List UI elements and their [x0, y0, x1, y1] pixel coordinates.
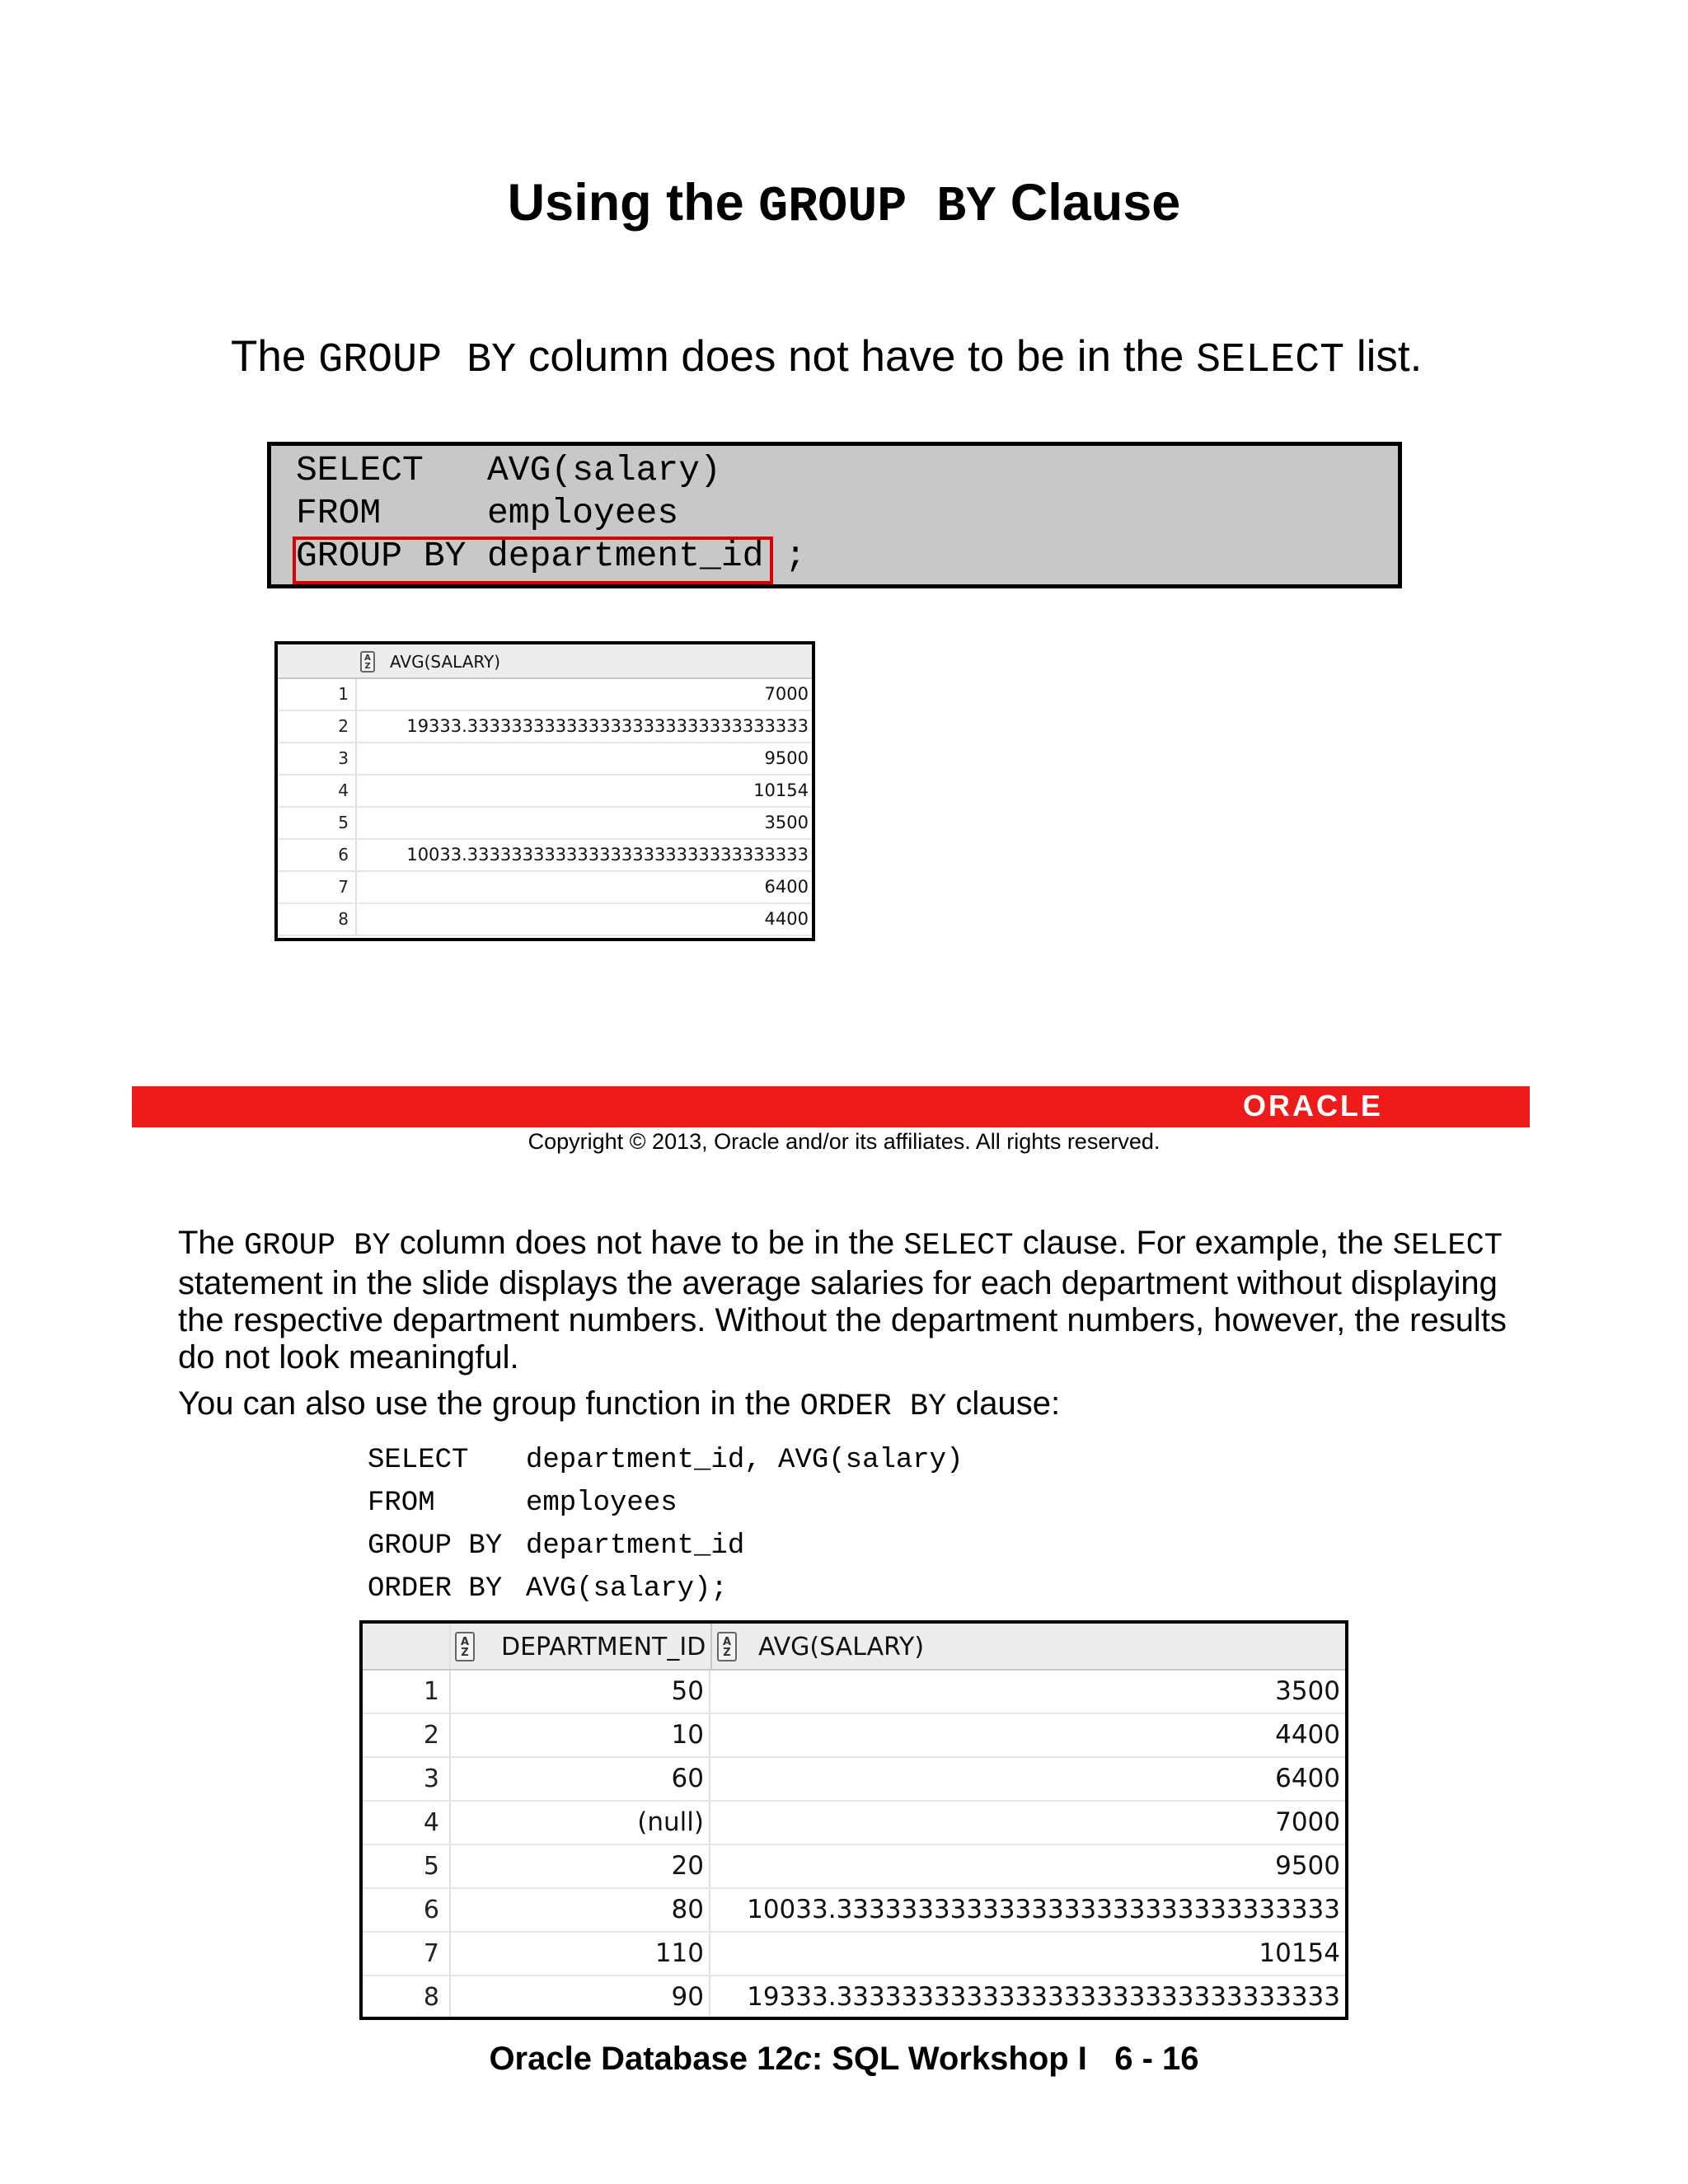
result-grid-small: [274, 641, 815, 941]
notes-code-line: [368, 1482, 678, 1525]
code-keyword: GROUP BY: [368, 1530, 503, 1562]
cell-avg-salary: 3500: [1275, 1676, 1340, 1706]
bullet-text: The: [231, 332, 319, 381]
table-row[interactable]: [278, 904, 812, 936]
code-expression: department_id, AVG(salary): [526, 1445, 964, 1476]
row-number: 5: [363, 1845, 451, 1887]
footer-text: Oracle Database 12: [489, 2041, 794, 2077]
grid-header: [363, 1624, 1345, 1671]
notes-text: statement in the slide displays the average salaries for each department without displaying the respective department numbers. Without the department numbers, however, the results do not look meaningful.: [178, 1265, 1507, 1376]
table-row[interactable]: [363, 1976, 1345, 2020]
sort-az-icon[interactable]: A Z: [455, 1632, 475, 1661]
row-number: 3: [278, 743, 357, 774]
notes-code-line: [368, 1525, 744, 1568]
code-keyword: ORDER BY: [368, 1573, 503, 1605]
notes-text: clause:: [946, 1385, 1061, 1422]
cell-department-id: 10: [451, 1714, 710, 1756]
cell-avg-salary: 6400: [764, 877, 809, 897]
table-row[interactable]: [363, 1845, 1345, 1889]
cell-department-id: (null): [451, 1802, 710, 1844]
notes-text: column does not have to be in the: [390, 1225, 904, 1261]
row-number: 2: [363, 1714, 451, 1756]
notes-paragraph: [178, 1225, 1530, 1376]
code-keyword: FROM: [296, 493, 382, 533]
cell-department-id: 90: [451, 1976, 710, 2018]
table-row[interactable]: [278, 679, 812, 711]
code-keyword: SELECT: [296, 450, 424, 490]
slide-title: [0, 173, 1688, 236]
cell-avg-salary: 9500: [1275, 1851, 1340, 1881]
notes-text: clause. For example, the: [1013, 1225, 1393, 1261]
table-row[interactable]: [278, 840, 812, 872]
table-row[interactable]: [363, 1933, 1345, 1976]
code-keyword: GROUP BY: [296, 536, 467, 576]
cell-avg-salary: 4400: [1275, 1720, 1340, 1750]
sort-az-icon[interactable]: A Z: [717, 1632, 737, 1661]
title-text: Using the: [507, 174, 759, 232]
row-number: 8: [363, 1976, 451, 2018]
notes-code: SELECT: [1392, 1229, 1503, 1263]
row-number: 6: [363, 1889, 451, 1931]
cell-avg-salary: 7000: [764, 684, 809, 704]
row-number: 4: [278, 776, 357, 806]
bullet-text: column does not have to be in the: [516, 332, 1197, 381]
result-grid-large: [359, 1620, 1348, 2020]
code-keyword: SELECT: [368, 1445, 469, 1476]
column-divider: [710, 1624, 712, 1669]
code-expression: employees: [487, 493, 679, 533]
code-expression: department_id: [526, 1530, 745, 1562]
cell-department-id: 20: [451, 1845, 710, 1887]
cell-avg-salary: 19333.3333333333333333333333333333333: [406, 716, 809, 736]
table-row[interactable]: [363, 1802, 1345, 1845]
row-number: 5: [278, 808, 357, 838]
code-line: [296, 449, 721, 492]
code-line: [296, 492, 678, 535]
footer-text: : SQL Workshop I 6 - 16: [811, 2041, 1199, 2077]
cell-avg-salary: 10033.3333333333333333333333333333333: [406, 845, 809, 865]
cell-avg-salary: 6400: [1275, 1764, 1340, 1793]
table-row[interactable]: [363, 1758, 1345, 1802]
row-number: 4: [363, 1802, 451, 1844]
oracle-logo: ORACLE: [1243, 1089, 1383, 1122]
bullet-code: GROUP BY: [318, 337, 517, 384]
code-expression: AVG(salary);: [526, 1573, 728, 1605]
table-row[interactable]: [278, 872, 812, 904]
cell-avg-salary: 7000: [1275, 1807, 1340, 1837]
row-number: 7: [278, 872, 357, 902]
row-number: 3: [363, 1758, 451, 1800]
slide-bullet: [231, 331, 1422, 384]
grid-header: [278, 644, 812, 679]
notes-paragraph: [178, 1385, 1530, 1426]
sort-az-icon[interactable]: A Z: [360, 651, 375, 673]
notes-text: The: [178, 1225, 245, 1261]
cell-avg-salary: 10033.3333333333333333333333333333333: [747, 1895, 1340, 1924]
title-code: GROUP BY: [758, 180, 996, 236]
cell-avg-salary: 4400: [764, 909, 809, 929]
table-row[interactable]: [278, 743, 812, 776]
row-number-header: [363, 1624, 451, 1669]
notes-code-line: [368, 1439, 964, 1482]
row-number: 1: [278, 679, 357, 710]
table-row[interactable]: [363, 1714, 1345, 1758]
cell-department-id: 110: [451, 1933, 710, 1975]
code-expression: employees: [526, 1488, 678, 1519]
oracle-red-bar: [132, 1086, 1530, 1127]
copyright-text: Copyright © 2013, Oracle and/or its affiliates. All rights reserved.: [528, 1129, 1160, 1154]
notes-code: ORDER BY: [799, 1390, 947, 1424]
footer-italic: c: [793, 2041, 812, 2077]
cell-department-id: 50: [451, 1671, 710, 1713]
bullet-text: list.: [1344, 332, 1423, 381]
row-number: 8: [278, 904, 357, 935]
code-expression: AVG(salary): [487, 450, 721, 490]
table-row[interactable]: [363, 1889, 1345, 1933]
table-row[interactable]: [278, 776, 812, 808]
cell-avg-salary: 10154: [1259, 1938, 1340, 1968]
code-expression: department_id ;: [487, 536, 807, 576]
cell-department-id: 80: [451, 1889, 710, 1931]
sql-code-box: [267, 442, 1402, 588]
cell-avg-salary: 9500: [764, 748, 809, 768]
table-row[interactable]: [278, 711, 812, 743]
title-text-end: Clause: [996, 174, 1181, 232]
column-header-department-id[interactable]: DEPARTMENT_ID: [501, 1633, 706, 1661]
cell-department-id: 60: [451, 1758, 710, 1800]
notes-code-line: [368, 1568, 728, 1610]
group-by-highlight-box: [293, 537, 773, 584]
table-row[interactable]: [363, 1671, 1345, 1714]
bullet-code: SELECT: [1196, 337, 1345, 384]
table-row[interactable]: [278, 808, 812, 840]
row-number-header: [278, 644, 357, 677]
notes-text: You can also use the group function in the: [178, 1385, 800, 1422]
row-number: 2: [278, 711, 357, 742]
notes-code: GROUP BY: [244, 1229, 391, 1263]
code-keyword: FROM: [368, 1488, 435, 1519]
row-number: 1: [363, 1671, 451, 1713]
row-number: 7: [363, 1933, 451, 1975]
cell-avg-salary: 19333.3333333333333333333333333333333: [747, 1982, 1340, 2012]
row-number: 6: [278, 840, 357, 870]
cell-avg-salary: 10154: [753, 780, 809, 800]
cell-avg-salary: 3500: [764, 813, 809, 832]
column-header-avg-salary[interactable]: AVG(SALARY): [758, 1633, 925, 1661]
notes-code: SELECT: [903, 1229, 1014, 1263]
page-footer: [0, 2041, 1688, 2078]
column-header-avg-salary[interactable]: AVG(SALARY): [390, 652, 501, 672]
